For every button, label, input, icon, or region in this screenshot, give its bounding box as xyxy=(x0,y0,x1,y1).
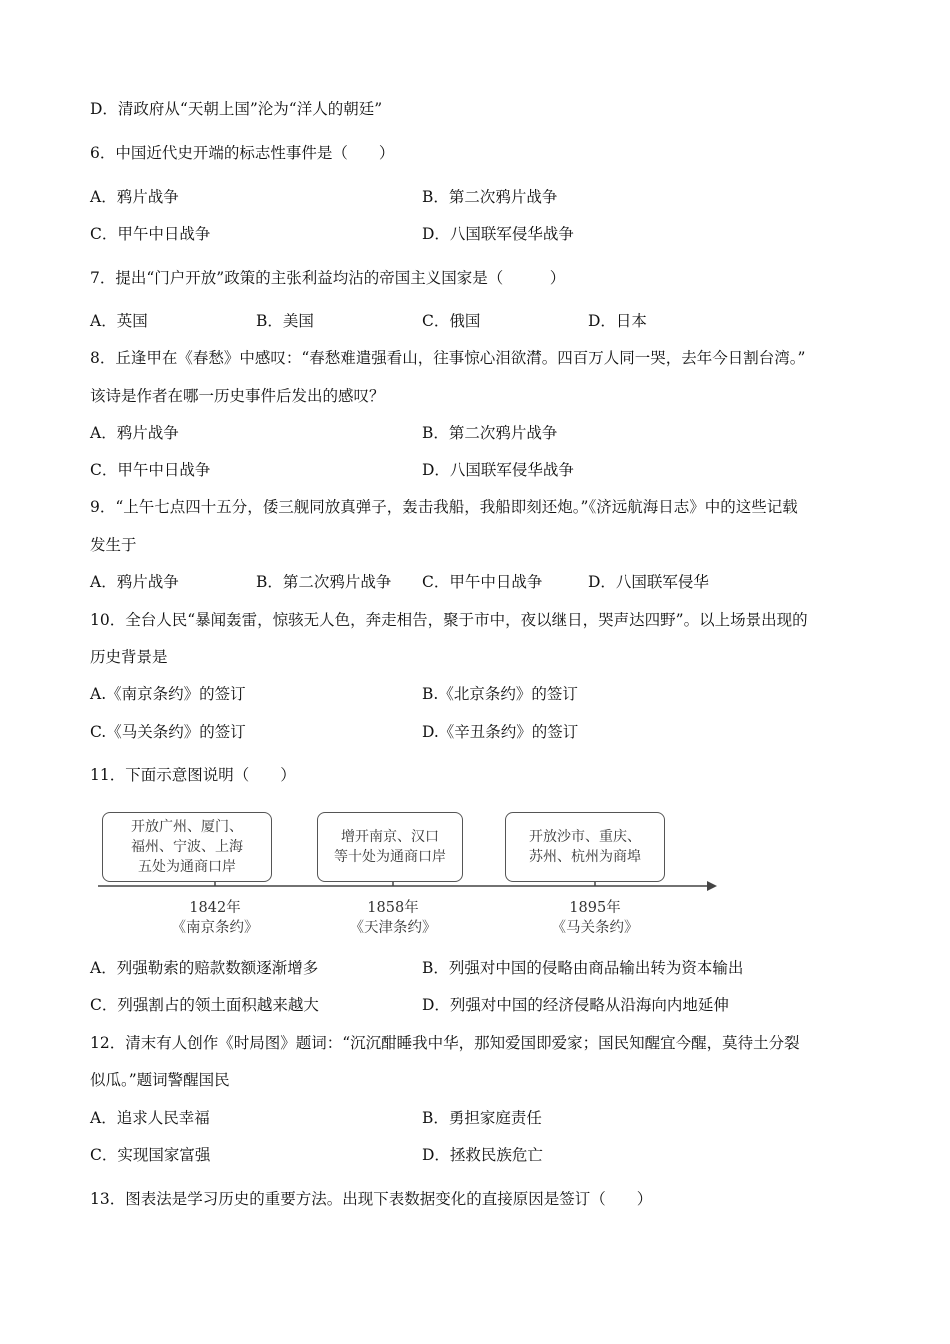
q9-stem-line1: 9．“上午七点四十五分，倭三舰同放真弹子，轰击我船，我船即刻还炮。”《济远航海日志》中的这些记载 xyxy=(90,498,798,516)
q9-option-a: A．鸦片战争 xyxy=(90,573,179,591)
q12-option-b: B．勇担家庭责任 xyxy=(422,1109,542,1127)
box3-line2: 苏州、杭州为商埠 xyxy=(529,849,641,865)
q10-stem-line2: 历史背景是 xyxy=(90,648,168,666)
q8-option-b: B．第二次鸦片战争 xyxy=(422,424,558,442)
q9-option-d: D．八国联军侵华 xyxy=(588,573,709,591)
box2-line1: 增开南京、汉口 xyxy=(341,829,439,845)
q10-option-a: A.《南京条约》的签订 xyxy=(90,685,246,703)
treaty-tianjin: 《天津条约》 xyxy=(349,920,437,936)
treaty-nanjing: 《南京条约》 xyxy=(171,920,259,936)
q10-option-c: C.《马关条约》的签订 xyxy=(90,723,246,741)
q6-option-c: C．甲午中日战争 xyxy=(90,225,211,243)
q11-stem: 11．下面示意图说明（ ） xyxy=(90,766,296,784)
box1-line3: 五处为通商口岸 xyxy=(138,859,236,875)
q7-option-b: B．美国 xyxy=(256,312,314,330)
treaty-shimonoseki: 《马关条约》 xyxy=(551,920,639,936)
box-1895-ports xyxy=(505,812,665,882)
q12-option-c: C．实现国家富强 xyxy=(90,1146,211,1164)
q7-option-a: A．英国 xyxy=(90,312,148,330)
q9-option-c: C．甲午中日战争 xyxy=(422,573,543,591)
q7-option-d: D．日本 xyxy=(588,312,647,330)
q12-option-d: D．拯救民族危亡 xyxy=(422,1146,543,1164)
q12-stem-line2: 似瓜。”题词警醒国民 xyxy=(90,1071,230,1089)
q11-option-d: D．列强对中国的经济侵略从沿海向内地延伸 xyxy=(422,996,729,1014)
q13-stem: 13．图表法是学习历史的重要方法。出现下表数据变化的直接原因是签订（ ） xyxy=(90,1190,653,1208)
box2-line2: 等十处为通商口岸 xyxy=(334,849,446,865)
q9-option-b: B．第二次鸦片战争 xyxy=(256,573,392,591)
q8-stem-line2: 该诗是作者在哪一历史事件后发出的感叹？ xyxy=(90,387,385,405)
q10-option-d: D.《辛丑条约》的签订 xyxy=(422,723,579,741)
year-1842: 1842年 xyxy=(189,900,241,916)
q11-option-b: B．列强对中国的侵略由商品输出转为资本输出 xyxy=(422,959,744,977)
q10-option-b: B.《北京条约》的签订 xyxy=(422,685,578,703)
q6-option-a: A．鸦片战争 xyxy=(90,188,179,206)
box1-line1: 开放广州、厦门、 xyxy=(131,819,243,835)
box-1858-ports xyxy=(317,812,463,882)
q11-option-c: C．列强割占的领土面积越来越大 xyxy=(90,996,319,1014)
q12-option-a: A．追求人民幸福 xyxy=(90,1109,210,1127)
q8-stem-line1: 8．丘逢甲在《春愁》中感叹：“春愁难遣强看山，往事惊心泪欲潸。四百万人同一哭，去年今日割台湾。” xyxy=(90,349,806,367)
q12-stem-line1: 12．清末有人创作《时局图》题词：“沉沉酣睡我中华，那知爱国即爱家；国民知醒宜今醒，莫待土分裂 xyxy=(90,1034,800,1052)
q6-stem: 6．中国近代史开端的标志性事件是（ ） xyxy=(90,144,395,162)
q8-option-d: D．八国联军侵华战争 xyxy=(422,461,574,479)
q11-option-a: A．列强勒索的赔款数额逐渐增多 xyxy=(90,959,319,977)
q10-stem-line1: 10．全台人民“暴闻轰雷，惊骇无人色，奔走相告，聚于市中，夜以继日，哭声达四野”。以上场景出现的 xyxy=(90,611,808,629)
q8-option-c: C．甲午中日战争 xyxy=(90,461,211,479)
box3-line1: 开放沙市、重庆、 xyxy=(529,829,641,845)
q7-option-c: C．俄国 xyxy=(422,312,481,330)
box1-line2: 福州、宁波、上海 xyxy=(131,839,243,855)
year-1895: 1895年 xyxy=(569,900,621,916)
q6-option-b: B．第二次鸦片战争 xyxy=(422,188,558,206)
year-1858: 1858年 xyxy=(367,900,419,916)
q7-stem: 7．提出“门户开放”政策的主张利益均沾的帝国主义国家是（ ） xyxy=(90,269,566,287)
treaty-timeline-diagram xyxy=(95,808,720,943)
q6-option-d: D．八国联军侵华战争 xyxy=(422,225,574,243)
box-1842-ports xyxy=(102,812,272,882)
q9-stem-line2: 发生于 xyxy=(90,536,137,554)
q5-option-d: D．清政府从“天朝上国”沦为“洋人的朝廷” xyxy=(90,100,383,118)
q8-option-a: A．鸦片战争 xyxy=(90,424,179,442)
